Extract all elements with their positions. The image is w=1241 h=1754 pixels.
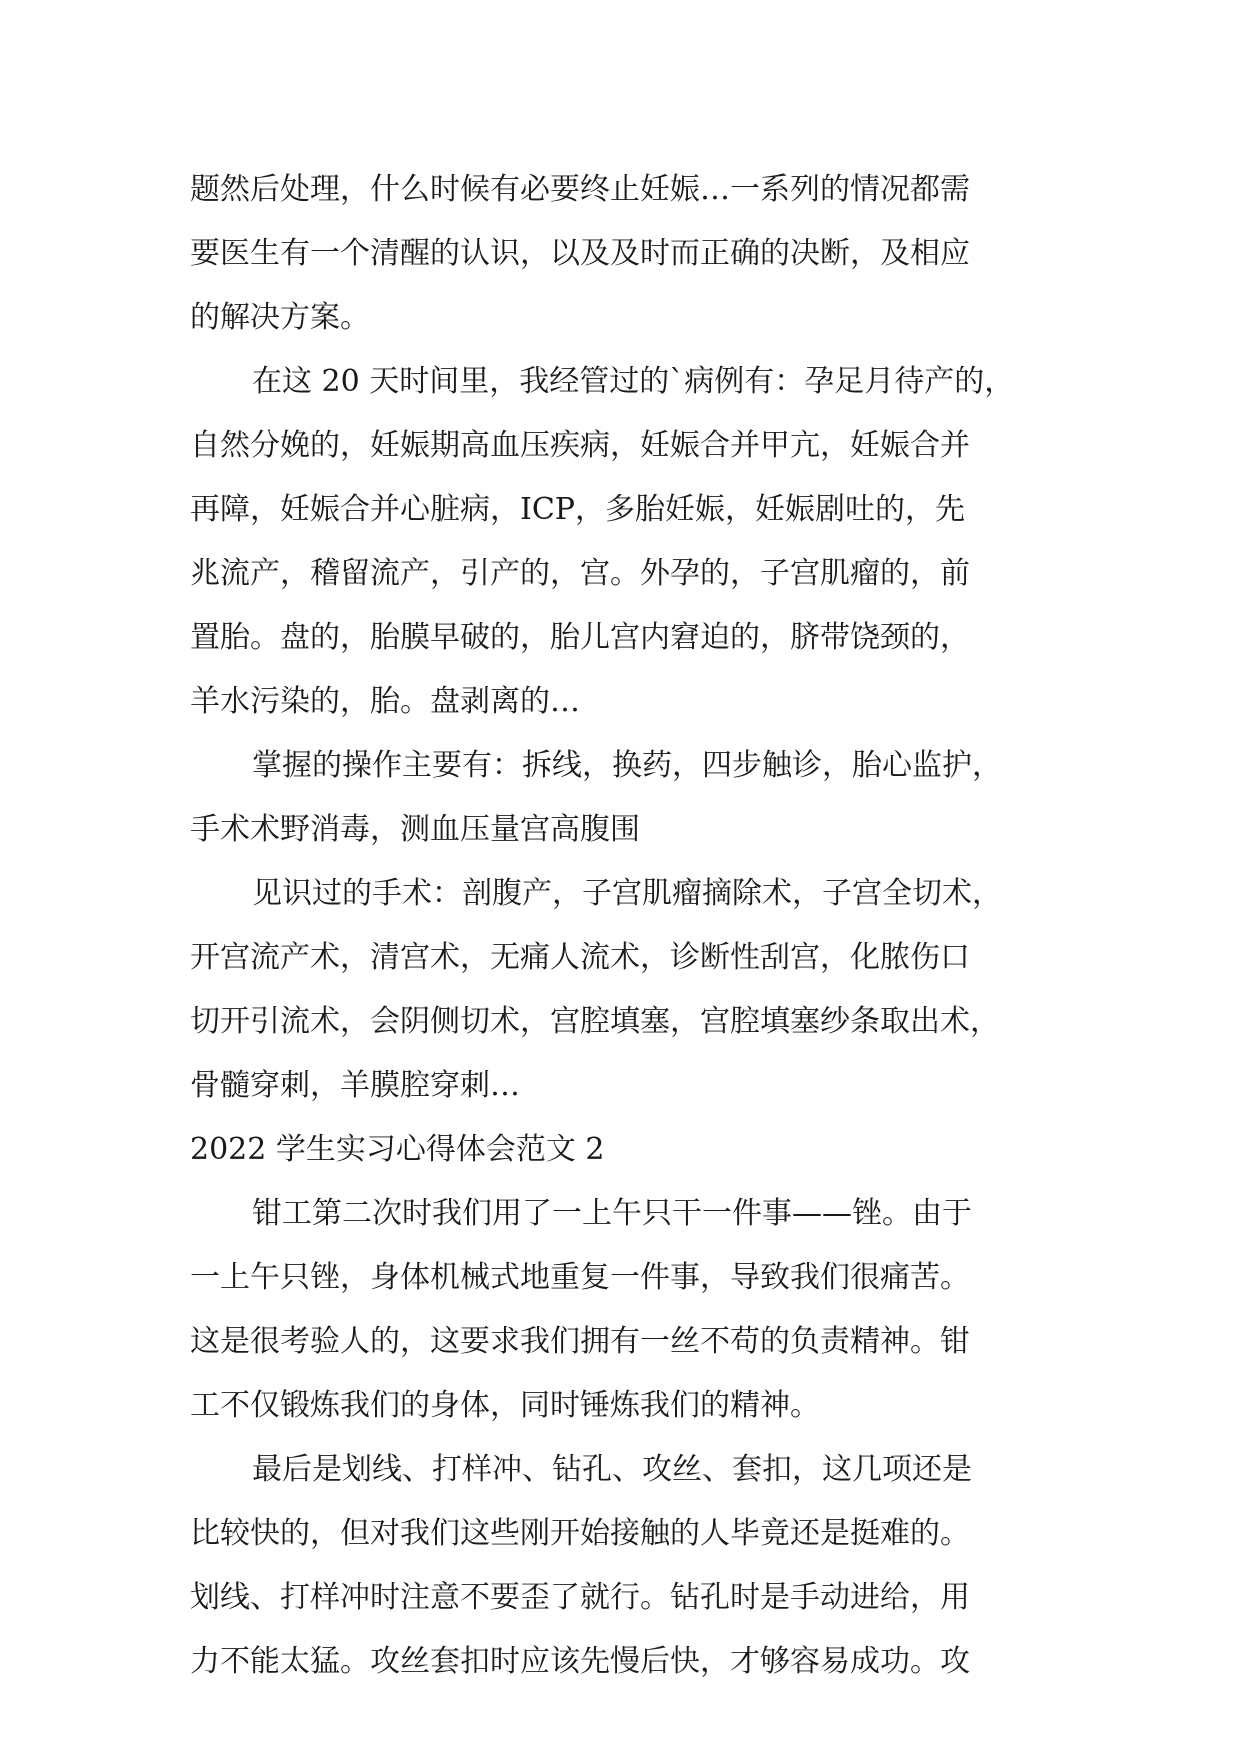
text-line: 这是很考验人的，这要求我们拥有一丝不苟的负责精神。钳 <box>190 1324 970 1359</box>
text-line: 兆流产，稽留流产，引产的，宫。外孕的，子宫肌瘤的，前 <box>190 556 970 591</box>
paragraph-start-line: 钳工第二次时我们用了一上午只干一件事——锉。由于 <box>252 1196 972 1231</box>
document-body <box>190 158 1070 1694</box>
paragraph-start-line: 掌握的操作主要有：拆线，换药，四步触诊，胎心监护， <box>252 748 1002 783</box>
text-line: 比较快的，但对我们这些刚开始接触的人毕竟还是挺难的。 <box>190 1516 970 1551</box>
text-line: 手术术野消毒，测血压量宫高腹围 <box>190 812 640 847</box>
text-line: 置胎。盘的，胎膜早破的，胎儿宫内窘迫的，脐带饶颈的， <box>190 620 970 655</box>
text-line: 再障，妊娠合并心脏病，ICP，多胎妊娠，妊娠剧吐的，先 <box>190 492 965 527</box>
text-line: 开宫流产术，清宫术，无痛人流术，诊断性刮宫，化脓伤口 <box>190 940 970 975</box>
section-heading: 2022 学生实习心得体会范文 2 <box>190 1132 605 1167</box>
text-line: 力不能太猛。攻丝套扣时应该先慢后快，才够容易成功。攻 <box>190 1644 970 1679</box>
text-line: 一上午只锉，身体机械式地重复一件事，导致我们很痛苦。 <box>190 1260 970 1295</box>
text-line: 要医生有一个清醒的认识，以及及时而正确的决断，及相应 <box>190 236 970 271</box>
text-line: 的解决方案。 <box>190 300 370 335</box>
text-line: 题然后处理，什么时候有必要终止妊娠…一系列的情况都需 <box>190 172 970 207</box>
text-line: 划线、打样冲时注意不要歪了就行。钻孔时是手动进给，用 <box>190 1580 970 1615</box>
paragraph-start-line: 在这 20 天时间里，我经管过的`病例有：孕足月待产的， <box>252 364 1015 399</box>
text-line: 骨髓穿刺，羊膜腔穿刺… <box>190 1068 520 1103</box>
paragraph-start-line: 最后是划线、打样冲、钻孔、攻丝、套扣，这几项还是 <box>252 1452 972 1487</box>
text-line: 自然分娩的，妊娠期高血压疾病，妊娠合并甲亢，妊娠合并 <box>190 428 970 463</box>
text-line: 切开引流术，会阴侧切术，宫腔填塞，宫腔填塞纱条取出术， <box>190 1004 1000 1039</box>
text-line: 工不仅锻炼我们的身体，同时锤炼我们的精神。 <box>190 1388 820 1423</box>
paragraph-start-line: 见识过的手术：剖腹产，子宫肌瘤摘除术，子宫全切术， <box>252 876 1002 911</box>
text-line: 羊水污染的，胎。盘剥离的… <box>190 684 580 719</box>
